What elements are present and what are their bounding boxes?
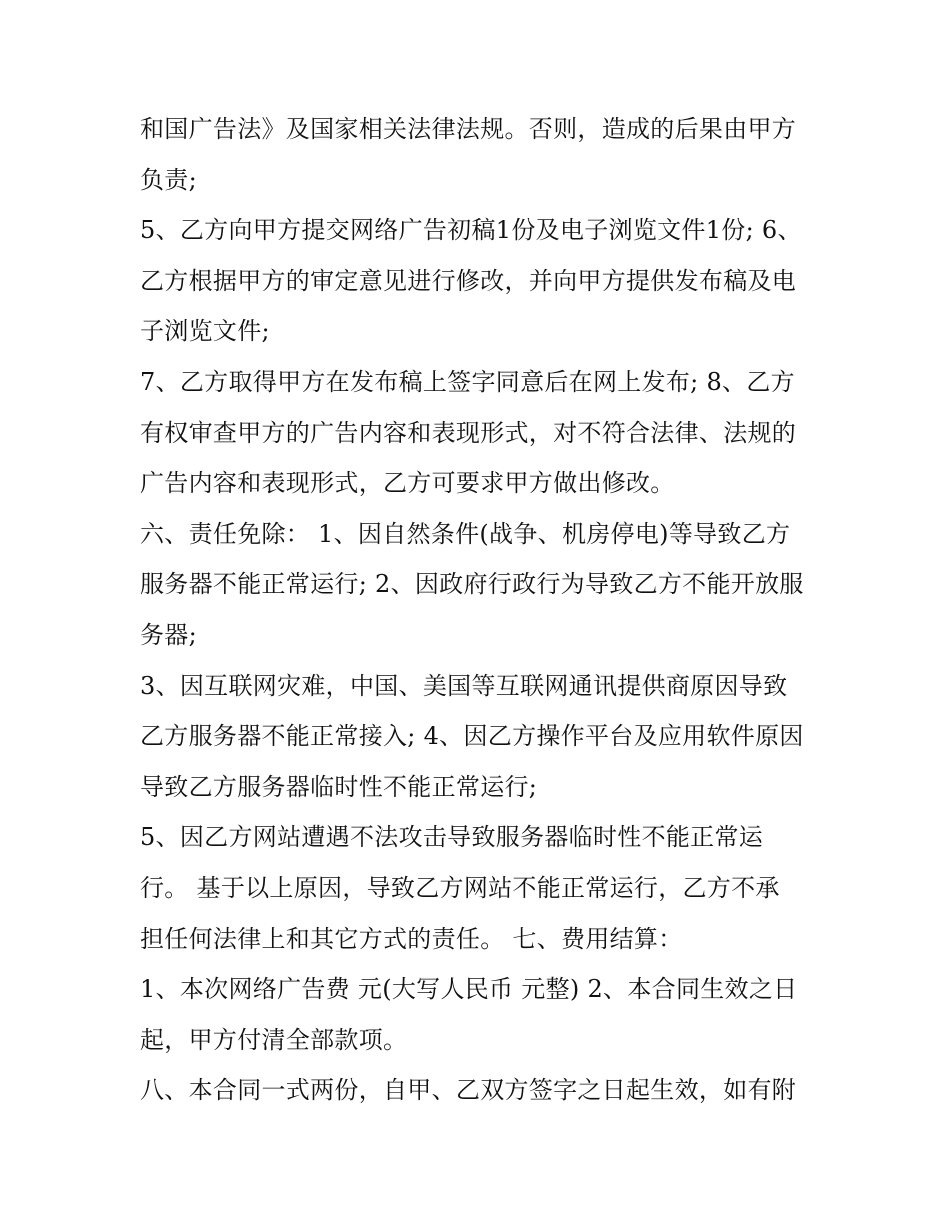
text-line: 乙方服务器不能正常接入; 4、因乙方操作平台及应用软件原因 xyxy=(140,722,804,751)
text-line: 子浏览文件; xyxy=(140,317,270,346)
document-body xyxy=(140,104,830,1116)
text-line: 担任何法律上和其它方式的责任。 七、费用结算： xyxy=(140,924,683,953)
text-line: 广告内容和表现形式，乙方可要求甲方做出修改。 xyxy=(140,469,675,498)
text-line: 负责; xyxy=(140,165,197,194)
text-line: 有权审查甲方的广告内容和表现形式，对不符合法律、法规的 xyxy=(140,418,797,447)
text-line: 3、因互联网灾难，中国、美国等互联网通讯提供商原因导致 xyxy=(140,671,788,700)
text-line: 服务器不能正常运行; 2、因政府行政行为导致乙方不能开放服 xyxy=(140,570,804,599)
text-line: 5、乙方向甲方提交网络广告初稿1份及电子浏览文件1份; 6、 xyxy=(140,216,802,245)
text-line: 和国广告法》及国家相关法律法规。否则，造成的后果由甲方 xyxy=(140,115,797,143)
text-line: 起，甲方付清全部款项。 xyxy=(140,1025,408,1054)
text-line: 7、乙方取得甲方在发布稿上签字同意后在网上发布; 8、乙方 xyxy=(140,367,795,396)
text-line: 六、责任免除： 1、因自然条件(战争、机房停电)等导致乙方 xyxy=(140,519,791,548)
text-line: 1、本次网络广告费 元(大写人民币 元整) 2、本合同生效之日 xyxy=(140,975,798,1004)
text-line: 导致乙方服务器临时性不能正常运行; xyxy=(140,772,538,801)
text-line: 乙方根据甲方的审定意见进行修改，并向甲方提供发布稿及电 xyxy=(140,266,797,295)
text-line: 务器; xyxy=(140,620,197,649)
text-line: 行。 基于以上原因，导致乙方网站不能正常运行，乙方不承 xyxy=(140,873,780,902)
text-line: 5、因乙方网站遭遇不法攻击导致服务器临时性不能正常运 xyxy=(140,823,764,852)
text-line: 八、本合同一式两份，自甲、乙双方签字之日起生效，如有附 xyxy=(140,1076,797,1105)
